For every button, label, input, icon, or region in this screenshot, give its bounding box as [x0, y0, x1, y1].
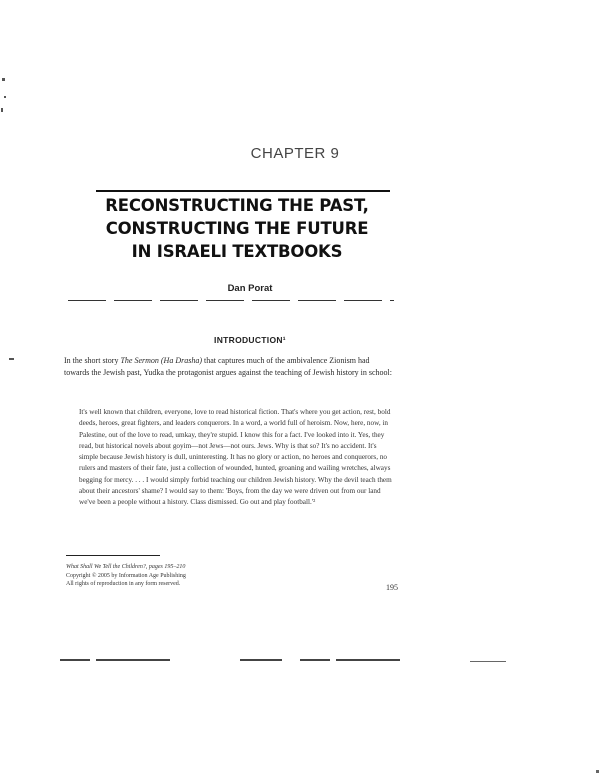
footnote-line: What Shall We Tell the Children?, pages 195–210 — [66, 564, 186, 570]
footnote-line: Copyright © 2005 by Information Age Publishing — [66, 572, 186, 579]
scan-speck — [4, 96, 6, 98]
chapter-title — [82, 194, 392, 263]
scan-artifact-line — [60, 659, 400, 661]
footnote-line: All rights of reproduction in any form reserved. — [66, 581, 181, 588]
intro-paragraph — [64, 355, 394, 379]
block-quote: It's well known that children, everyone, love to read historical fiction. That's where you get action, rest, bold deeds, heroes, great fighters, and leaders conquerors. In a word, a world full of heroism. Now, here, now, in Palestine, out of the love to read, umkay, they're stupid. I know this for a fact. I've looked into it. Yes, they read, but historical novels about goyim—not Jews—not ours. Jews. Why is that so? It's no accident. It's simple because Jewish history is dull, uninteresting. It has no glory or action, no heroes and conquerors, no rulers and masters of their fate, just a collection of wounded, hunted, groaning and wailing wretches, always begging for mercy. . . . I would simply forbid teaching our children Jewish history. Why the devil teach them about their ancestors' shame? I would say to them: 'Boys, from the day we were driven out from our land we've been a people without a history. Class dismissed. Go out and play football.'² — [79, 408, 392, 507]
scan-artifact-line — [470, 661, 506, 662]
intro-text: In the short story — [64, 356, 121, 365]
chapter-title-line: CONSTRUCTING THE FUTURE — [105, 219, 369, 238]
intro-text: that captures much of the ambivalence Zionism had towards the Jewish past, Yudka the protagonist argues against the teaching of Jewish history in school: — [64, 356, 392, 377]
author-name: Dan Porat — [227, 283, 273, 294]
footnotes — [66, 563, 306, 589]
scan-speck — [2, 78, 5, 81]
chapter-title-line: IN ISRAELI TEXTBOOKS — [131, 242, 343, 261]
author-rule — [68, 300, 394, 301]
story-title: The Sermon (Ha Drasha) — [120, 356, 202, 365]
section-heading: INTRODUCTION¹ — [214, 335, 286, 345]
chapter-title-line: RECONSTRUCTING THE PAST, — [105, 196, 369, 215]
scan-speck — [9, 358, 14, 360]
title-rule — [96, 190, 390, 192]
page-number: 195 — [386, 583, 398, 592]
scan-speck — [1, 108, 3, 112]
chapter-label: CHAPTER 9 — [250, 145, 340, 162]
footnote-rule — [66, 555, 160, 556]
scan-speck — [596, 770, 599, 773]
